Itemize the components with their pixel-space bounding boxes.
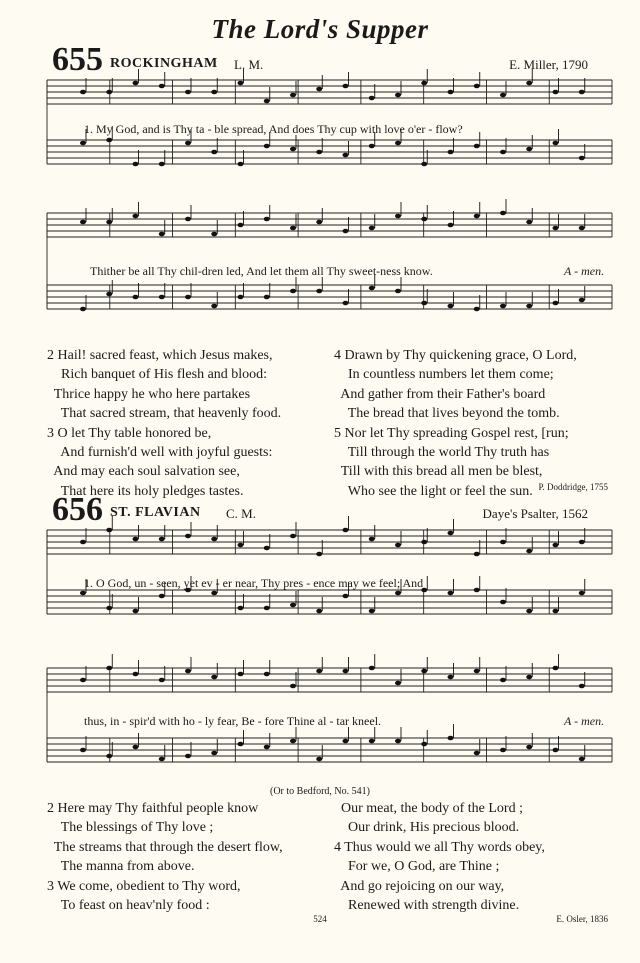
verses-655-right: 4 Drawn by Thy quickening grace, O Lord, In countless numbers let them come; And gather from their Father's board The bread that lives beyond the tomb. 5 Nor let Thy spreading Gospel rest, [run; Till through the world Thy truth has Till with this bread all men be blest, Who see the light or feel the sun.	[334, 348, 577, 499]
author-656: E. Osler, 1836	[556, 914, 608, 924]
verses-656-left: 2 Here may Thy faithful people know The blessings of Thy love ; The streams that through the desert flow, The manna from above. 3 We come, obedient to Thy word, To feast on heav'nly food :	[47, 801, 283, 914]
amen-655: A - men.	[564, 264, 605, 278]
author-655: P. Doddridge, 1755	[538, 482, 608, 492]
composer-655: E. Miller, 1790	[509, 57, 588, 72]
lyric-656-line1: 1. O God, un - seen, yet ev - er near, Thy pres - ence may we feel; And	[84, 576, 424, 590]
verses-656-right: Our meat, the body of the Lord ; Our drink, His precious blood. 4 Thus would we all Thy words obey, For we, O God, are Thine ; And go rejoicing on our way, Renewed with strength divine.	[334, 801, 545, 914]
tune-name-656: ST. FLAVIAN	[110, 505, 201, 520]
amen-656: A - men.	[564, 714, 605, 728]
lyric-655-line1: 1. My God, and is Thy ta - ble spread, And does Thy cup with love o'er - flow?	[84, 122, 463, 136]
meter-656: C. M.	[226, 506, 256, 521]
hymn-number-656: 656	[52, 491, 103, 528]
page-title: The Lord's Supper	[211, 14, 429, 44]
alternate-tune-note: (Or to Bedford, No. 541)	[270, 786, 370, 797]
verses-655-left: 2 Hail! sacred feast, which Jesus makes, Rich banquet of His flesh and blood: Thrice happy he who here partakes That sacred stream, that heavenly food. 3 O let Thy table honored be, And furnish'd well with joyful guests: And may each soul salvation see, That here its holy pledges tastes.	[47, 348, 282, 499]
lyric-655-line2: Thither be all Thy chil-dren led, And let them all Thy sweet-ness know.	[90, 264, 433, 278]
composer-656: Daye's Psalter, 1562	[482, 506, 588, 521]
page-number: 524	[313, 914, 327, 924]
hymn-number-655: 655	[52, 41, 103, 78]
lyric-656-line2: thus, in - spir'd with ho - ly fear, Be - fore Thine al - tar kneel.	[84, 714, 382, 728]
meter-655: L. M.	[234, 57, 264, 72]
tune-name-655: ROCKINGHAM	[110, 56, 218, 71]
